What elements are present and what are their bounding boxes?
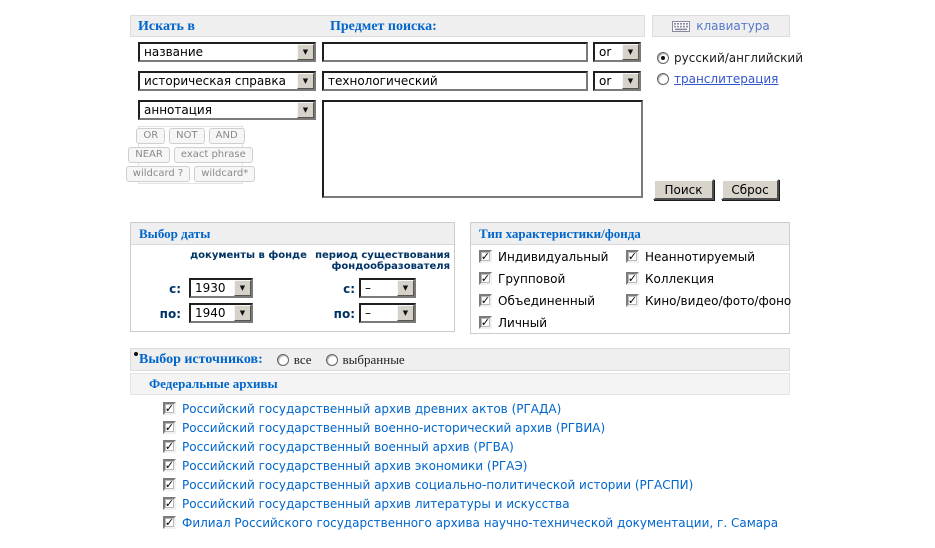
period-from-label: с: bbox=[343, 282, 355, 296]
search-term-input-1[interactable] bbox=[322, 42, 588, 62]
or-select-1[interactable]: or ▼ bbox=[593, 42, 641, 62]
or-operator-button[interactable]: OR bbox=[136, 128, 165, 144]
search-term-input-2[interactable]: технологический bbox=[322, 71, 588, 91]
archive-checkbox[interactable]: ✓ bbox=[164, 497, 175, 510]
creator-period-label: период существования фондообразователя bbox=[315, 250, 450, 272]
sources-selected-radio[interactable] bbox=[326, 354, 338, 366]
archive-label[interactable]: Российский государственный военный архив (РГВА) bbox=[182, 440, 514, 454]
type-section-header bbox=[471, 223, 789, 245]
archive-label[interactable]: Российский государственный архив социально-политической истории (РГАСПИ) bbox=[182, 478, 694, 492]
archive-checkbox[interactable]: ✓ bbox=[164, 459, 175, 472]
checkbox-united[interactable]: ✓ bbox=[480, 294, 491, 307]
date-to-label: по: bbox=[159, 307, 181, 321]
date-section bbox=[130, 222, 455, 332]
sources-selected-label[interactable]: выбранные bbox=[342, 351, 405, 367]
dropdown-arrow-icon[interactable]: ▼ bbox=[297, 44, 314, 60]
doc-date-to-select[interactable]: 1940 ▼ bbox=[189, 303, 253, 323]
archive-checkbox[interactable]: ✓ bbox=[164, 516, 175, 529]
lang-translit-radio[interactable] bbox=[657, 73, 669, 85]
near-operator-button[interactable]: NEAR bbox=[128, 147, 170, 163]
checkbox-personal[interactable]: ✓ bbox=[480, 316, 491, 329]
and-operator-button[interactable]: AND bbox=[209, 128, 245, 144]
keyboard-icon[interactable] bbox=[672, 21, 690, 32]
or-select-2[interactable]: or ▼ bbox=[593, 71, 641, 91]
period-to-select[interactable]: – ▼ bbox=[359, 303, 416, 323]
sources-header-strip bbox=[130, 348, 790, 371]
operator-panel bbox=[132, 126, 249, 184]
translit-link[interactable]: транслитерация bbox=[674, 72, 779, 86]
period-to-label: по: bbox=[333, 307, 355, 321]
keyboard-link[interactable]: клавиатура bbox=[696, 19, 770, 33]
dropdown-arrow-icon[interactable]: ▼ bbox=[397, 280, 414, 296]
type-label[interactable]: Объединенный bbox=[498, 294, 595, 308]
date-from-label: с: bbox=[169, 282, 181, 296]
field-select-3[interactable]: аннотация ▼ bbox=[138, 100, 316, 120]
sources-all-label[interactable]: все bbox=[293, 351, 312, 367]
period-from-select[interactable]: – ▼ bbox=[359, 278, 416, 298]
checkbox-collection[interactable]: ✓ bbox=[627, 272, 638, 285]
checkbox-individual[interactable]: ✓ bbox=[480, 250, 491, 263]
federal-archives-title: Федеральные архивы bbox=[149, 376, 278, 391]
search-terms-textarea[interactable] bbox=[322, 100, 643, 198]
archive-checkbox[interactable]: ✓ bbox=[164, 478, 175, 491]
dropdown-arrow-icon[interactable]: ▼ bbox=[297, 73, 314, 89]
doc-date-from-select[interactable]: 1930 ▼ bbox=[189, 278, 253, 298]
type-label[interactable]: Личный bbox=[498, 316, 548, 330]
archive-label[interactable]: Российский государственный архив литературы и искусства bbox=[182, 497, 570, 511]
checkbox-group[interactable]: ✓ bbox=[480, 272, 491, 285]
sources-title: Выбор источников: bbox=[139, 351, 263, 367]
type-label[interactable]: Неаннотируемый bbox=[645, 250, 756, 264]
reset-button[interactable]: Сброс bbox=[721, 179, 779, 200]
search-in-title: Искать в bbox=[138, 19, 195, 34]
search-button[interactable]: Поиск bbox=[653, 179, 714, 200]
sources-all-radio[interactable] bbox=[277, 354, 289, 366]
type-section-title: Тип характеристики/фонда bbox=[479, 225, 641, 241]
type-label[interactable]: Групповой bbox=[498, 272, 566, 286]
exact-phrase-button[interactable]: exact phrase bbox=[174, 147, 253, 163]
archive-label[interactable]: Российский государственный архив древних актов (РГАДА) bbox=[182, 402, 562, 416]
field-select-2[interactable]: историческая справка ▼ bbox=[138, 71, 316, 91]
archive-checkbox[interactable]: ✓ bbox=[164, 440, 175, 453]
field-select-1[interactable]: название ▼ bbox=[138, 42, 316, 62]
archive-checkbox[interactable]: ✓ bbox=[164, 402, 175, 415]
lang-russian-label[interactable]: русский/английский bbox=[674, 51, 804, 65]
dropdown-arrow-icon[interactable]: ▼ bbox=[397, 305, 414, 321]
type-label[interactable]: Кино/видео/фото/фоно bbox=[645, 294, 792, 308]
dropdown-arrow-icon[interactable]: ▼ bbox=[622, 44, 639, 60]
date-section-header bbox=[131, 223, 454, 245]
dropdown-arrow-icon[interactable]: ▼ bbox=[234, 305, 251, 321]
federal-archives-strip bbox=[130, 373, 790, 395]
date-section-title: Выбор даты bbox=[139, 225, 211, 241]
lang-russian-radio[interactable] bbox=[657, 52, 669, 64]
subject-title: Предмет поиска: bbox=[330, 19, 437, 34]
dropdown-arrow-icon[interactable]: ▼ bbox=[622, 73, 639, 89]
wildcard-q-button[interactable]: wildcard ? bbox=[126, 166, 190, 182]
keyboard-strip bbox=[652, 15, 790, 37]
type-label[interactable]: Индивидуальный bbox=[498, 250, 609, 264]
checkbox-unannotated[interactable]: ✓ bbox=[627, 250, 638, 263]
type-section bbox=[470, 222, 790, 334]
archive-checkbox[interactable]: ✓ bbox=[164, 421, 175, 434]
checkbox-media[interactable]: ✓ bbox=[627, 294, 638, 307]
archive-label[interactable]: Российский государственный военно-исторический архив (РГВИА) bbox=[182, 421, 606, 435]
type-label[interactable]: Коллекция bbox=[645, 272, 715, 286]
dropdown-arrow-icon[interactable]: ▼ bbox=[297, 102, 314, 118]
wildcard-star-button[interactable]: wildcard* bbox=[194, 166, 255, 182]
not-operator-button[interactable]: NOT bbox=[169, 128, 204, 144]
archive-label[interactable]: Филиал Российского государственного архива научно-технической документации, г. Самара bbox=[182, 516, 779, 530]
archive-label[interactable]: Российский государственный архив экономики (РГАЭ) bbox=[182, 459, 528, 473]
dropdown-arrow-icon[interactable]: ▼ bbox=[234, 280, 251, 296]
docs-in-fund-label: документы в фонде bbox=[190, 250, 307, 261]
